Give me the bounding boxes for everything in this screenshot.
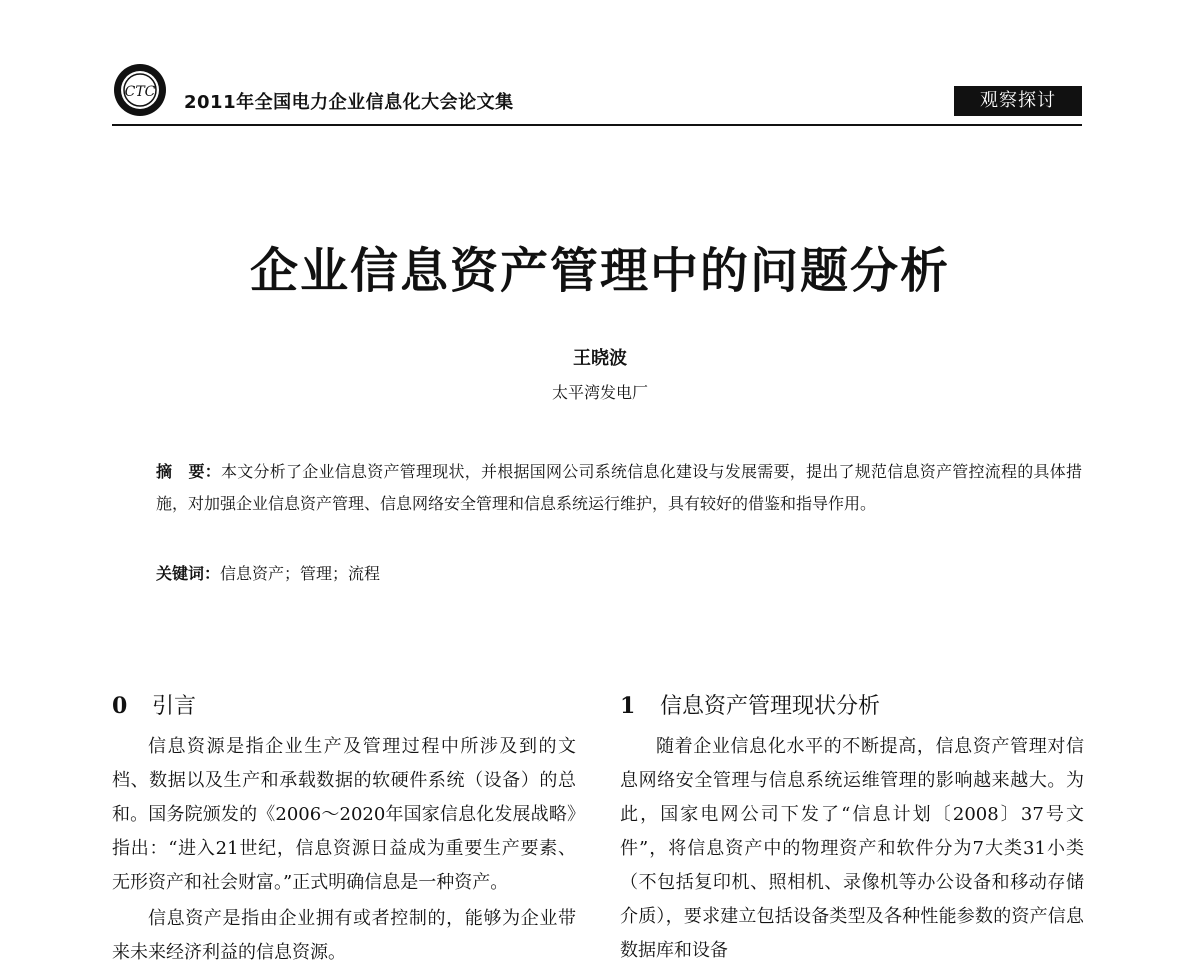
section-heading [620, 688, 1084, 724]
section-number: 0 [112, 693, 128, 719]
logo-text: CTC [124, 84, 156, 100]
paper-title: 企业信息资产管理中的问题分析 [249, 243, 950, 299]
paper-author: 王晓波 [573, 348, 627, 369]
keywords-text: 信息资产；管理；流程 [220, 564, 381, 583]
section-heading [112, 688, 576, 724]
keywords [156, 560, 1082, 588]
paper-affiliation: 太平湾发电厂 [551, 383, 648, 402]
section-number: 1 [620, 693, 636, 719]
abstract-label: 摘 要： [156, 462, 221, 481]
paragraph: 随着企业信息化水平的不断提高，信息资产管理对信息网络安全管理与信息系统运维管理的影响越来越大。为此，国家电网公司下发了“信息计划〔2008〕37号文件”，将信息资产中的物理资产和软件分为7大类31小类（不包括复印机、照相机、录像机等办公设备和移动存储介质），要求建立包括设备类型及各种性能参数的资产信息数据库和设备 [620, 736, 1084, 961]
page-header [112, 58, 1082, 128]
section-tag: 观察探讨 [954, 86, 1082, 116]
keywords-label: 关键词： [156, 564, 221, 583]
left-column [112, 688, 576, 970]
right-column [620, 688, 1084, 968]
section-title: 引言 [152, 694, 197, 719]
section-title: 信息资产管理现状分析 [660, 694, 881, 719]
abstract [156, 456, 1082, 520]
header-rule [112, 124, 1082, 126]
paragraph: 信息资源是指企业生产及管理过程中所涉及到的文档、数据以及生产和承载数据的软硬件系统（设备）的总和。国务院颁发的《2006～2020年国家信息化发展战略》指出：“进入21世纪，信息资源日益成为重要生产要素、无形资产和社会财富。”正式明确信息是一种资产。 [112, 736, 576, 893]
conference-logo-icon [112, 62, 168, 118]
abstract-text: 本文分析了企业信息资产管理现状，并根据国网公司系统信息化建设与发展需要，提出了规范信息资产管控流程的具体措施，对加强企业信息资产管理、信息网络安全管理和信息系统运行维护，具有较好的借鉴和指导作用。 [156, 462, 1082, 513]
paragraph: 信息资产是指由企业拥有或者控制的，能够为企业带来未来经济利益的信息资源。 [112, 908, 576, 963]
conference-title: 2011年全国电力企业信息化大会论文集 [184, 92, 514, 113]
